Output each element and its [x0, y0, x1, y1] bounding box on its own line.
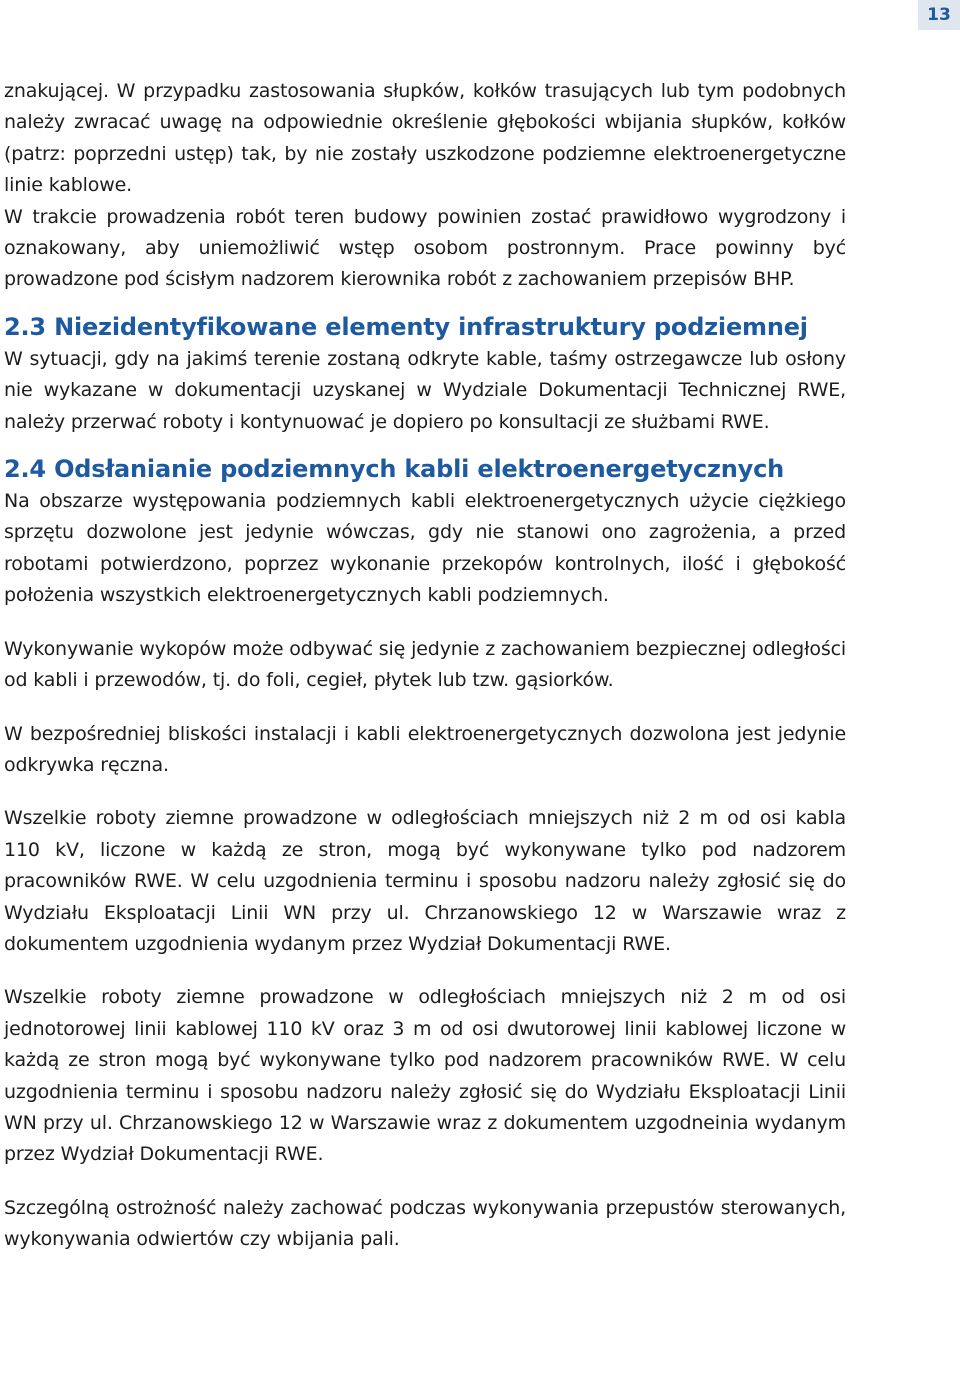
section-2-3-body: W sytuacji, gdy na jakimś terenie zostaną odkryte kable, taśmy ostrzegawcze lub osłony nie wykazane w dokumentacji uzyskanej w Wydziale Dokumentacji Technicznej RWE, należy przerwać roboty i kontynuować je dopiero po konsultacji ze służbami RWE. — [4, 347, 846, 433]
intro-paragraph-1: znakującej. W przypadku zastosowania słupków, kołków trasujących lub tym podobnych należy zwracać uwagę na odpowiednie określenie głębokości wbijania słupków, kołków (patrz: poprzedni ustęp) tak, by nie zostały uszkodzone podziemne elektroenergetyczne linie kablowe. — [4, 80, 846, 197]
document-body — [4, 76, 846, 1256]
section-2-4-paragraph-1: Na obszarze występowania podziemnych kabli elektroenergetycznych użycie ciężkiego sprzętu dozwolone jest jedynie wówczas, gdy nie stanowi ono zagrożenia, a przed robotami potwierdzono, poprzez wykonanie przekopów kontrolnych, ilość i głębokość położenia wszystkich elektroenergetycznych kabli podziemnych. — [4, 490, 846, 607]
intro-paragraph-2: W trakcie prowadzenia robót teren budowy powinien zostać prawidłowo wygrodzony i oznakowany, aby uniemożliwić wstęp osobom postronnym. Prace powinny być prowadzone pod ścisłym nadzorem kierownika robót z zachowaniem przepisów BHP. — [4, 205, 846, 291]
page-number-tab — [918, 0, 960, 30]
section-2-4-paragraph-6: Szczególną ostrożność należy zachować podczas wykonywania przepustów sterowanych, wykonywania odwiertów czy wbijania pali. — [4, 1196, 846, 1251]
section-2-4-paragraph-4: Wszelkie roboty ziemne prowadzone w odległościach mniejszych niż 2 m od osi kabla 110 kV, liczone w każdą ze stron, mogą być wykonywane tylko pod nadzorem pracowników RWE. W celu uzgodnienia terminu i sposobu nadzoru należy zgłosić się do Wydziału Eksploatacji Linii WN przy ul. Chrzanowskiego 12 w Warszawie wraz z dokumentem uzgodnienia wydanym przez Wydział Dokumentacji RWE. — [4, 807, 846, 955]
section-2-4-paragraph-5: Wszelkie roboty ziemne prowadzone w odległościach mniejszych niż 2 m od osi jednotorowej linii kablowej 110 kV oraz 3 m od osi dwutorowej linii kablowej liczone w każdą ze stron mogą być wykonywane tylko pod nadzorem pracowników RWE. W celu uzgodnienia terminu i sposobu nadzoru należy zgłosić się do Wydziału Eksploatacji Linii WN przy ul. Chrzanowskiego 12 w Warszawie wraz z dokumentem uzgodneinia wydanym przez Wydział Dokumentacji RWE. — [4, 986, 846, 1166]
section-2-4-paragraph-2: Wykonywanie wykopów może odbywać się jedynie z zachowaniem bezpiecznej odległości od kabli i przewodów, tj. do foli, cegieł, płytek lub tzw. gąsiorków. — [4, 637, 846, 692]
page-number: 13 — [927, 5, 951, 25]
section-2-3-heading: 2.3 Niezidentyfikowane elementy infrastruktury podziemnej — [4, 312, 808, 341]
section-2-4-paragraph-3: W bezpośredniej bliskości instalacji i kabli elektroenergetycznych dozwolona jest jedynie odkrywka ręczna. — [4, 722, 846, 776]
section-2-4-heading: 2.4 Odsłanianie podziemnych kabli elektroenergetycznych — [4, 455, 784, 484]
